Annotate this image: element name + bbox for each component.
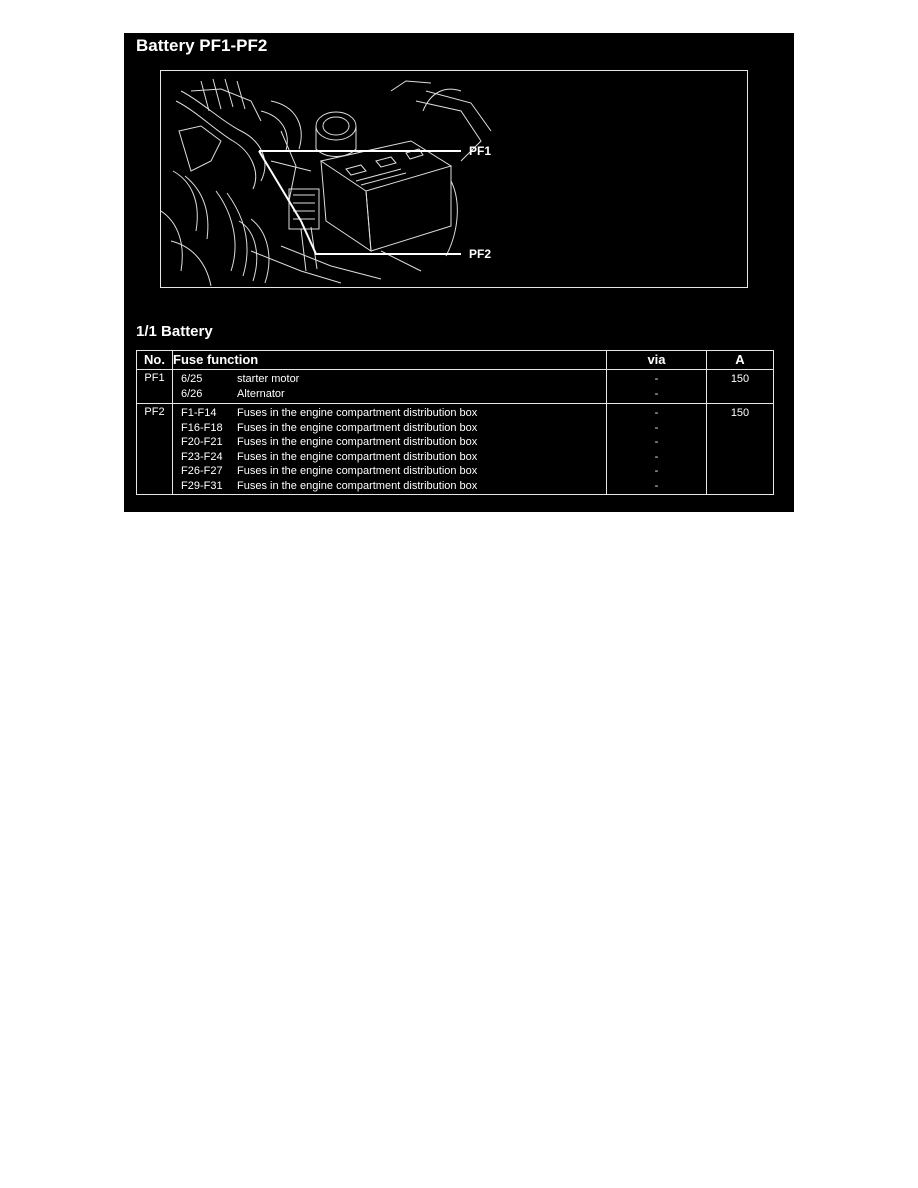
cell-via [607,404,707,495]
via-value: - [654,450,659,463]
fuse-desc: Fuses in the engine compartment distribution box [237,479,478,492]
fuse-line [181,372,606,387]
amperage-value: 150 [730,373,750,385]
fuse-desc: Fuses in the engine compartment distribution box [237,450,478,463]
via-value: - [654,407,659,419]
cell-fuse-function [173,370,607,404]
fuse-line [181,387,606,402]
callout-pf2: PF2 [469,247,492,261]
via-value: - [654,479,659,492]
engine-bay-figure [160,70,748,288]
fuse-desc: Alternator [237,387,285,400]
fuse-code: F16-F18 [181,421,223,434]
fuse-desc: Fuses in the engine compartment distribution box [237,407,478,419]
fuse-line [181,406,606,421]
cell-fuse-function [173,404,607,495]
header-fuse-function: Fuse function [173,351,607,370]
fuse-code: F26-F27 [181,465,223,477]
fuse-desc: starter motor [237,373,300,385]
via-value: - [654,421,659,434]
via-value: - [654,436,659,448]
header-via: via [607,351,707,370]
header-no: No. [137,351,173,370]
via-value: - [654,465,659,477]
fuse-code: F29-F31 [181,479,223,492]
via-value: - [654,373,659,385]
fuse-line [181,421,606,436]
cell-amperage [707,404,774,495]
fuse-table [136,350,774,495]
cell-via [607,370,707,404]
fuse-desc: Fuses in the engine compartment distribution box [237,421,478,434]
fuse-desc: Fuses in the engine compartment distribution box [237,436,478,448]
fuse-code: F20-F21 [181,436,223,448]
engine-bay-illustration [161,71,748,288]
fuse-line [181,479,606,494]
fuse-code: 6/25 [181,373,203,385]
cell-no: PF1 [137,370,173,404]
fuse-desc: Fuses in the engine compartment distribution box [237,465,478,477]
table-header-row [137,351,774,370]
fuse-line [181,464,606,479]
fuse-line [181,450,606,465]
callout-pf1: PF1 [469,144,492,158]
table-row-pf2 [137,404,774,495]
cell-no: PF2 [137,404,173,495]
header-amperage: A [707,351,774,370]
page-title: Battery PF1-PF2 [136,36,268,55]
fuse-code: 6/26 [181,387,203,400]
cell-amperage [707,370,774,404]
fuse-code: F1-F14 [181,407,217,419]
table-row-pf1 [137,370,774,404]
fuse-line [181,435,606,450]
amperage-value: 150 [730,407,750,419]
battery-panel [124,33,794,512]
fuse-code: F23-F24 [181,450,223,463]
section-title: 1/1 Battery [136,323,213,340]
via-value: - [654,387,659,400]
